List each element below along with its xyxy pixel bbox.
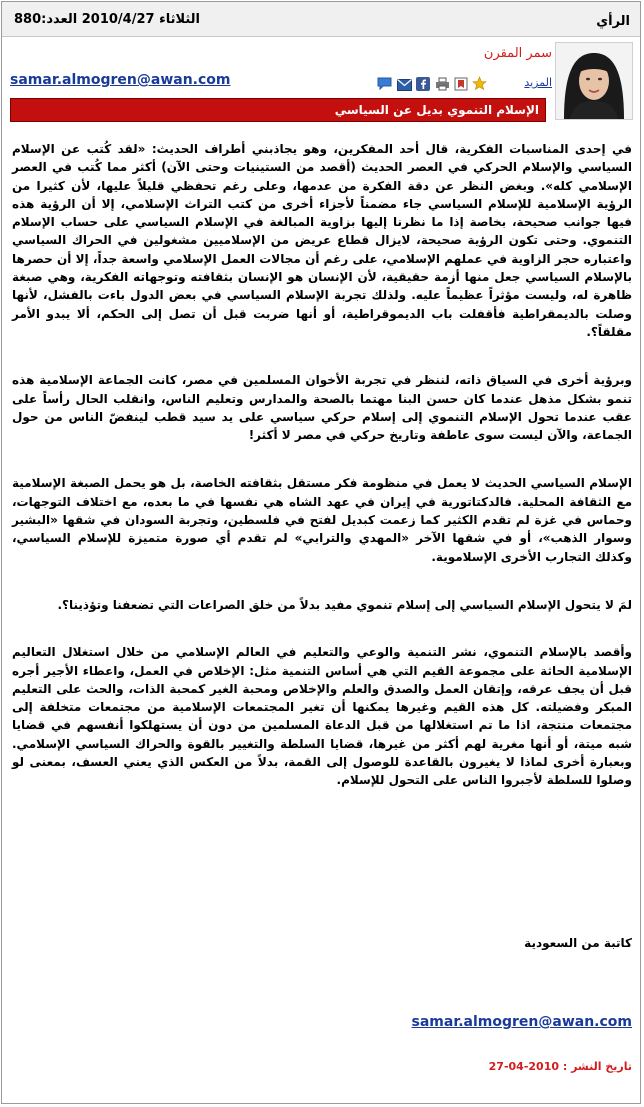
article-title-bar xyxy=(10,98,546,122)
publish-date-value: 27-04-2010 xyxy=(488,1060,560,1073)
author-email-link[interactable]: samar.almogren@awan.com xyxy=(10,72,231,88)
bookmark-icon[interactable] xyxy=(454,76,468,95)
article-toolbar xyxy=(372,76,552,92)
email-envelope-icon[interactable] xyxy=(397,76,412,95)
article-paragraph: لمَ لا يتحول الإسلام السياسي إلى إسلام تنموي مفيد بدلاً من خلق الصراعات التي تضعفنا وتؤذينا؟. xyxy=(57,597,632,612)
article-paragraph: وبرؤية أخرى في السياق ذاته، لننظر في تجربة الأخوان المسلمين في مصر، كانت الجماعة الإسلامية هذه تنمو بشكل مذهل عندما كان حسن البنا مهتما بالصحة والمدارس وتعليم الناس، وانقلب الحال رأساً على عقب عندما تحول الإسلام التنموي إلى إسلام حركي سياسي على يد سيد قطب لينفضّ الناس من حول الجماعة، والآن ليست سوى عاطفة وتاريخ حركي في مصر لا أكثر! xyxy=(12,373,632,443)
section-name: الرأي xyxy=(596,14,630,29)
article-body xyxy=(12,140,632,820)
author-email-link-bottom[interactable]: samar.almogren@awan.com xyxy=(411,1014,632,1030)
article-paragraph: الإسلام السياسي الحديث لا يعمل في منظومة فكر مستقل بثقافته الخاصة، بل هو يحمل الصبغة الإسلامية مع الثقافة المحلية. فالدكتاتورية في إيران في عهد الشاه هي نفسها في ما بعده، مع اختلاف التوجهات، وحماس في غزة لم تقدم الكثير كما زعمت كبديل لفتح في فلسطين، وتجربة السودان في شقها «البشير وسوار الذهب»، أو في شقها الآخر «المهدي والترابي» لم تقدم أي صورة متميزة للإسلام السياسي، وكذلك التجارب الأخرى الإسلاموية. xyxy=(12,476,632,564)
star-icon[interactable] xyxy=(472,76,487,95)
facebook-icon[interactable] xyxy=(416,76,430,95)
issue-date-number: الثلاثاء 2010/4/27 العدد:880 xyxy=(14,12,201,27)
author-photo xyxy=(555,42,633,120)
article-paragraph: في إحدى المناسبات الفكرية، قال أحد المفكرين، وهو يجاذبني أطراف الحديث: «لقد كُتب عن الإسلام السياسي والإسلام الحركي في العصر الحديث (أقصد من الستينيات وحتى الآن) أكثر مما كُتب في العصر الإسلامي كله». وبغض النظر عن دقة الفكرة من عدمها، وعلى رغم تحفظي قليلاً عليها، لأن كثيرا من الرؤية الإسلامية للإسلام السياسي جاء مضمناً لأجزاء أخرى من كتب التراث الإسلامي، إلا أن الرؤية هذه فيها جوانب صحيحة، بخاصة إذا ما نظرنا إليها بزاوية المبالغة في الإسلام السياسي على حساب الإسلام التنموي. وحتى تكون الرؤية صحيحة، لايزال قطاع عريض من الإسلاميين مشغولين في الحراك السياسي واعتباره حجر الزاوية في عملهم الإسلامي، على رغم أن مجالات العمل الإسلامي واسعة جداً، إلا أن حصرها بالإسلام السياسي جعل منها أزمة حقيقية، لأن الإنسان هو الإنسان بثقافته وتوجهاته الفكرية، وهي صبغة ظاهرة له، وليست مؤثراً عظيماً عليه. ولذلك تجربة الإسلام السياسي في بعض الدول باءت بالفشل، لأنها وصلت بالديمقراطية فأقفلت باب الديموقراطية، أو أنها ضربت قبل أن تصل إلى الحكم، ألا يبدو الأمر مقلقاً؟. xyxy=(12,142,632,339)
article-paragraph: وأقصد بالإسلام التنموي، نشر التنمية والوعي والتعليم في العالم الإسلامي من خلال استغلال التعاليم الإسلامية الحاثة على مجموعة القيم التي هي أساس التنمية مثل: الإخلاص في العمل، واعطاء الأجير أجره قبل أن يجف عرقه، وإتقان العمل والصدق والعلم والإخلاص ومحبة الغير كمحبة الذات، والحث على التعليم المبكر وفضيلته. كل هذه القيم وغيرها يمكنها أن تغير المجتمعات الإسلامية من مجتمعات متخلفة إلى مجتمعات منتجة، اذا ما تم استغلالها من قبل الدعاة المسلمين من دون أن يستهلكوا أنفسهم في قضايا شبه ميتة، أو أنها مغرية لهم أكثر من غيرها، قضايا السلطة والتغيير بالقوة والحراك السياسي الإسلامي. وبعبارة أخرى لماذا لا يغيرون بالقاعدة للوصول إلى القمة، بدلاً من العكس الذي يعني العسف، بمعنى لو وصلوا للسلطة لأجبروا الناس على التحول للإسلام. xyxy=(12,645,632,788)
publish-date xyxy=(489,1060,632,1073)
print-icon[interactable] xyxy=(435,76,450,95)
more-link[interactable]: المزيد xyxy=(524,76,552,89)
article-title: الإسلام التنموي بديل عن السياسي xyxy=(334,103,539,117)
author-signoff: كاتبة من السعودية xyxy=(524,936,632,950)
comment-icon[interactable] xyxy=(377,76,392,95)
publish-date-label: تاريخ النشر : xyxy=(562,1060,632,1073)
header-bar xyxy=(2,2,640,37)
author-name[interactable]: سمر المقرن xyxy=(483,46,552,61)
